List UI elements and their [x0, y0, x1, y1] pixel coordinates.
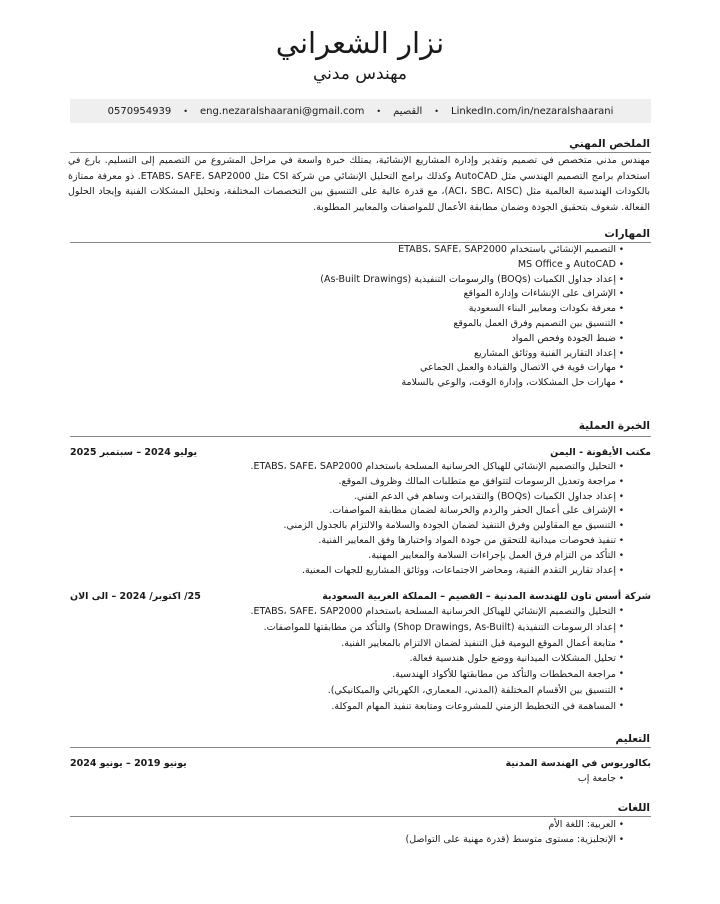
- job-bullets: [251, 460, 651, 578]
- location: القصيم: [393, 105, 423, 117]
- job-title: مكتب الأيقونة - اليمن: [550, 447, 651, 458]
- job-bullet: • التنسيق بين الأقسام المختلفة (المدني، المعماري، الكهربائي والميكانيكي).: [251, 683, 651, 699]
- contact-bar: [70, 99, 651, 123]
- job-bullet: • التحليل والتصميم الإنشائي للهياكل الخرسانية المسلحة باستخدام ETABS، SAFE، SAP2000.: [251, 460, 651, 475]
- candidate-name: نزار الشعراني: [275, 26, 445, 60]
- skill-item: • ضبط الجودة وفحص المواد: [320, 332, 650, 347]
- skills-list: [320, 243, 650, 391]
- education-bullet: • جامعة إب: [578, 772, 650, 787]
- education-bullets: [578, 772, 650, 787]
- job-bullet: • التحليل والتصميم الإنشائي للهياكل الخرسانية المسلحة باستخدام ETABS، SAFE، SAP2000.: [251, 604, 651, 620]
- section-divider: [70, 816, 651, 817]
- job-bullet: • تحليل المشكلات الميدانية ووضع حلول هندسية فعالة.: [251, 651, 651, 667]
- job-title: شركة أسس تاون للهندسة المدنية – القصيم – المملكة العربية السعودية: [322, 591, 651, 602]
- job-header: [70, 447, 651, 458]
- summary-text: مهندس مدني متخصص في تصميم وتقدير وإدارة المشاريع الإنشائية، يمتلك خبرة واسعة في مراحل المشروع من التصميم إلى التسليم. بارع في استخدام برامج التصميم الهندسي مثل AutoCAD وكذلك برامج التحليل الإنشائي من شركة CSI مثل ETABS، SAFE، SAP2000. ذو معرفة ممتازة بالكودات الهندسية العالمية مثل (ACI، SBC، AISC)، مع قدرة عالية على التنسيق بين التخصصات المختلفة، وتحليل المشكلات الفنية وإيجاد الحلول الفعالة. شغوف بتحقيق الجودة وضمان مطابقة الأعمال للمواصفات والمعايير المطلوبة.: [68, 155, 651, 213]
- skills-heading: المهارات: [604, 228, 650, 240]
- skill-item: • التصميم الإنشائي باستخدام ETABS، SAFE، SAP2000: [320, 243, 650, 258]
- phone-number: 0570954939: [107, 105, 172, 117]
- job-header: [70, 591, 651, 602]
- language-item: • الإنجليزية: مستوى متوسط (قدرة مهنية على التواصل): [406, 833, 651, 848]
- job-bullet: • تنفيذ فحوصات ميدانية للتحقق من جودة المواد واختبارها وفق المعايير الفنية.: [251, 534, 651, 549]
- degree-title: بكالوريوس في الهندسة المدنية: [505, 758, 651, 769]
- job-bullet: • المساهمة في التخطيط الزمني للمشروعات ومتابعة تنفيذ المهام الموكلة.: [251, 699, 651, 715]
- email-link[interactable]: eng.nezaralshaarani@gmail.com: [199, 105, 365, 117]
- languages-heading: اللغات: [617, 802, 650, 814]
- job-date: يوليو 2024 – سبتمبر 2025: [70, 447, 198, 458]
- linkedin-link[interactable]: LinkedIn.com/in/nezaralshaarani: [451, 105, 614, 117]
- job-bullets: [251, 604, 651, 715]
- languages-list: [406, 818, 651, 848]
- education-date: يونيو 2019 – يونيو 2024: [70, 758, 187, 769]
- education-header: [70, 758, 651, 769]
- section-divider: [70, 747, 651, 748]
- separator-dot: •: [434, 106, 440, 116]
- skill-item: • AutoCAD و MS Office: [320, 258, 650, 273]
- language-item: • العربية: اللغة الأم: [406, 818, 651, 833]
- job-bullet: • التأكد من التزام فرق العمل بإجراءات السلامة والمعايير المهنية.: [251, 549, 651, 564]
- job-bullet: • التنسيق مع المقاولين وفرق التنفيذ لضمان الجودة والسلامة والالتزام بالجدول الزمني.: [251, 519, 651, 534]
- job-bullet: • متابعة أعمال الموقع اليومية قبل التنفيذ لضمان الالتزام بالمعايير الفنية.: [251, 636, 651, 652]
- skill-item: • معرفة بكودات ومعايير البناء السعودية: [320, 302, 650, 317]
- skill-item: • مهارات قوية في الاتصال والقيادة والعمل الجماعي: [320, 361, 650, 376]
- section-divider: [70, 436, 651, 437]
- education-heading: التعليم: [615, 733, 650, 745]
- job-date: 25/ اكتوبر/ 2024 – الى الان: [70, 591, 201, 602]
- separator-dot: •: [183, 106, 188, 116]
- job-bullet: • إعداد تقارير التقدم الفنية، ومحاضر الاجتماعات، ووثائق المشاريع للجهات المعنية.: [251, 564, 651, 579]
- summary-heading: الملخص المهني: [569, 138, 650, 150]
- job-bullet: • مراجعة وتعديل الرسومات لتتوافق مع متطلبات المالك وظروف الموقع.: [251, 475, 651, 490]
- separator-dot: •: [376, 106, 382, 116]
- skill-item: • إعداد التقارير الفنية ووثائق المشاريع: [320, 347, 650, 362]
- job-bullet: • إعداد جداول الكميات (BOQs) والتقديرات وساهم في الدعم الفني.: [251, 490, 651, 505]
- skill-item: • الإشراف على الإنشاءات وإدارة المواقع: [320, 287, 650, 302]
- experience-heading: الخبرة العملية: [578, 420, 650, 432]
- candidate-title: مهندس مدني: [312, 64, 408, 84]
- job-bullet: • الإشراف على أعمال الحفر والردم والخرسانة لضمان مطابقة المواصفات.: [251, 504, 651, 519]
- job-bullet: • إعداد الرسومات التنفيذية (Shop Drawings, As-Built) والتأكد من مطابقتها للمواصفات.: [251, 620, 651, 636]
- skill-item: • التنسيق بين التصميم وفرق العمل بالموقع: [320, 317, 650, 332]
- skill-item: • مهارات حل المشكلات، وإدارة الوقت، والوعي بالسلامة: [320, 376, 650, 391]
- skill-item: • إعداد جداول الكميات (BOQs) والرسومات التنفيذية (As-Built Drawings): [320, 273, 650, 288]
- job-bullet: • مراجعة المخططات والتأكد من مطابقتها للأكواد الهندسية.: [251, 667, 651, 683]
